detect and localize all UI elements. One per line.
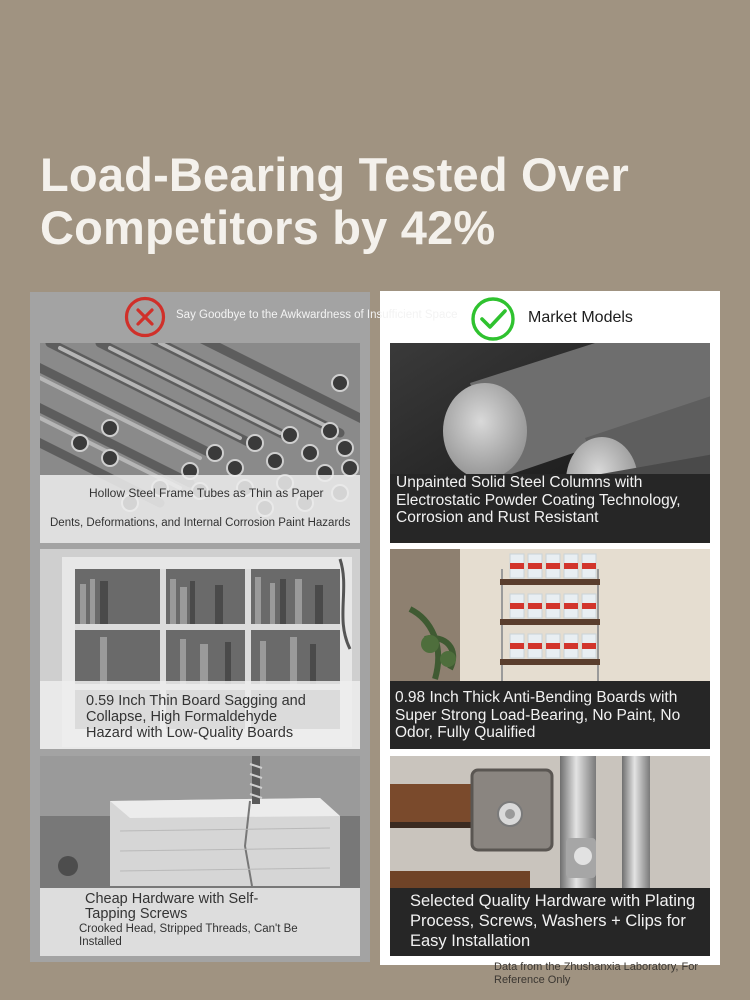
cheap-hardware-caption-main: Cheap Hardware with Self-Tapping Screws xyxy=(85,891,259,922)
market-card-quality-hardware xyxy=(390,756,710,956)
market-models-header: Market Models xyxy=(528,309,633,326)
check-circle-icon xyxy=(470,296,516,342)
steel-columns-caption-text: Unpainted Solid Steel Columns with Electrostatic Powder Coating Technology, Corrosion and Rust Resistant xyxy=(396,474,681,526)
thin-board-caption-text: 0.59 Inch Thin Board Sagging and Collapse, High Formaldehyde Hazard with Low-Quality Boards xyxy=(86,693,306,741)
headline-line-1: Load-Bearing Tested Over xyxy=(40,148,629,201)
competitor-card-thin-board xyxy=(40,549,360,749)
competitor-card-steel-tubes xyxy=(40,343,360,543)
footnote: Data from the Zhushanxia Laboratory, For Reference Only xyxy=(494,961,699,986)
steel-tubes-caption-sub: Dents, Deformations, and Internal Corrosion Paint Hazards xyxy=(50,517,351,529)
thick-boards-caption xyxy=(390,681,710,749)
cheap-hardware-caption-sub: Crooked Head, Stripped Threads, Can't Be Installed xyxy=(79,923,298,948)
thick-boards-caption-text: 0.98 Inch Thick Anti-Bending Boards with Super Strong Load-Bearing, No Paint, No Odor, Fully Qualified xyxy=(395,689,681,741)
cross-circle-icon xyxy=(124,296,166,338)
steel-tubes-caption xyxy=(40,475,360,543)
market-card-steel-columns xyxy=(390,343,710,543)
quality-hardware-caption-text: Selected Quality Hardware with Plating Process, Screws, Washers + Clips for Easy Installation xyxy=(410,892,696,950)
quality-hardware-caption xyxy=(390,888,710,956)
market-card-thick-boards xyxy=(390,549,710,749)
steel-columns-caption xyxy=(390,474,710,543)
steel-tubes-caption-main: Hollow Steel Frame Tubes as Thin as Paper xyxy=(89,486,324,500)
cheap-hardware-caption xyxy=(40,888,360,956)
thin-board-caption xyxy=(40,681,360,749)
competitor-header: Say Goodbye to the Awkwardness of Insufficient Space xyxy=(176,309,458,321)
headline xyxy=(40,148,720,254)
headline-line-2: Competitors by 42% xyxy=(40,201,496,254)
competitor-card-cheap-hardware xyxy=(40,756,360,956)
